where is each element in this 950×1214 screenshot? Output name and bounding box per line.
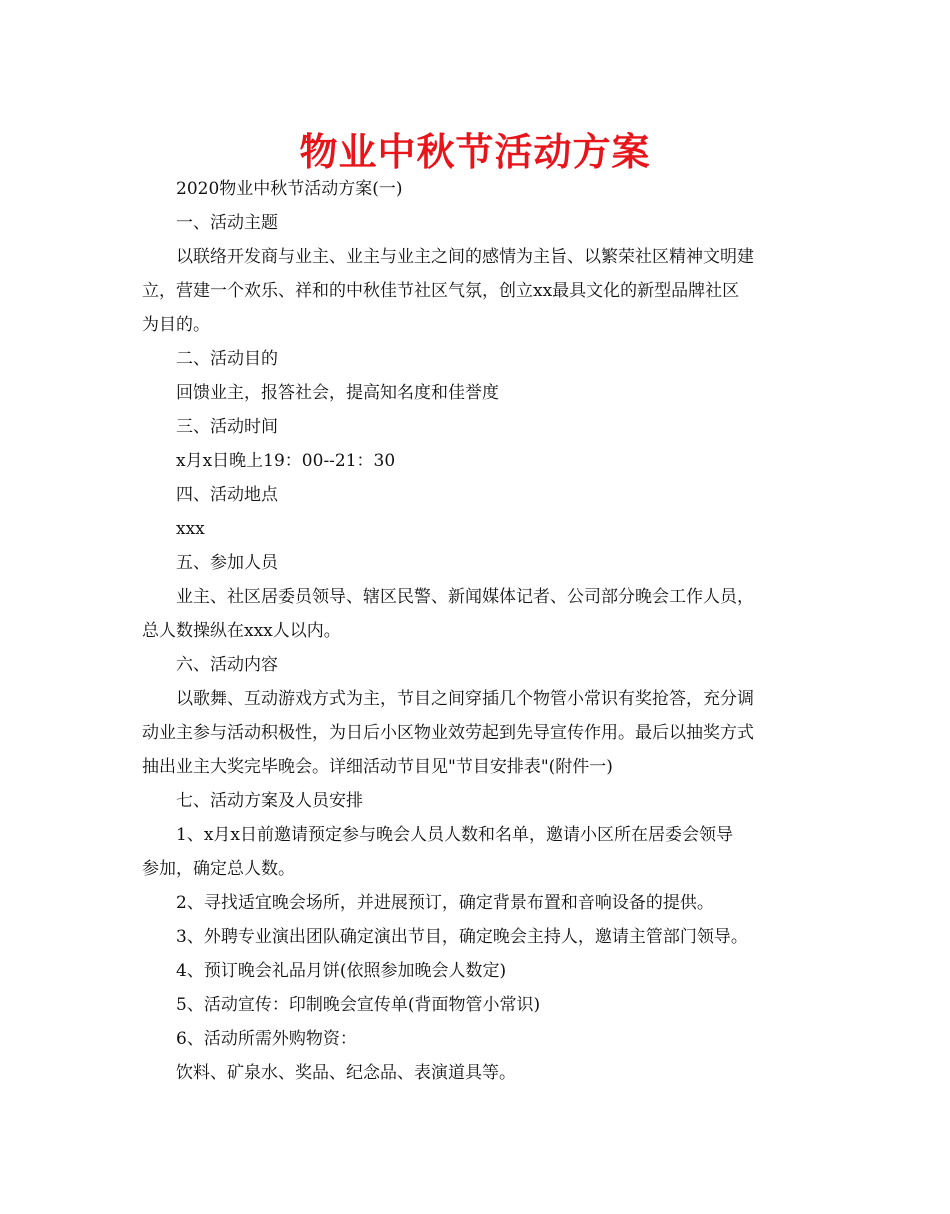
section-heading-theme: 一、活动主题: [176, 213, 278, 233]
text-line: 2、寻找适宜晚会场所，并进展预订，确定背景布置和音响设备的提供。: [176, 893, 714, 913]
text-line: 5、活动宣传：印制晚会宣传单(背面物管小常识): [176, 995, 541, 1015]
text-line: 1、x月x日前邀请预定参与晚会人员人数和名单，邀请小区所在居委会领导: [176, 825, 733, 845]
document-title: 物业中秋节活动方案: [299, 130, 651, 174]
text-line: 动业主参与活动积极性，为日后小区物业效劳起到先导宣传作用。最后以抽奖方式: [142, 723, 754, 743]
section-heading-arrangement: 七、活动方案及人员安排: [176, 791, 363, 811]
section-heading-participants: 五、参加人员: [176, 553, 278, 573]
text-line: 饮料、矿泉水、奖品、纪念品、表演道具等。: [176, 1063, 516, 1083]
text-line: 总人数操纵在xxx人以内。: [142, 621, 341, 641]
text-line: x月x日晚上19：00--21：30: [176, 451, 396, 471]
text-line: 2020物业中秋节活动方案(一): [176, 179, 403, 199]
text-line: 回馈业主，报答社会，提高知名度和佳誉度: [176, 383, 499, 403]
text-line: 业主、社区居委员领导、辖区民警、新闻媒体记者、公司部分晚会工作人员，: [176, 587, 754, 607]
section-heading-time: 三、活动时间: [176, 417, 278, 437]
document-body: [142, 172, 810, 1090]
section-heading-location: 四、活动地点: [176, 485, 278, 505]
text-line: 抽出业主大奖完毕晚会。详细活动节目见"节目安排表"(附件一): [142, 757, 613, 777]
text-line: 4、预订晚会礼品月饼(依照参加晚会人数定): [176, 961, 507, 981]
text-line: xxx: [176, 519, 205, 539]
text-line: 以联络开发商与业主、业主与业主之间的感情为主旨、以繁荣社区精神文明建: [176, 247, 754, 267]
text-line: 3、外聘专业演出团队确定演出节目，确定晚会主持人，邀请主管部门领导。: [176, 927, 748, 947]
text-line: 6、活动所需外购物资：: [176, 1029, 357, 1049]
text-line: 参加，确定总人数。: [142, 859, 295, 879]
text-line: 以歌舞、互动游戏方式为主，节目之间穿插几个物管小常识有奖抢答，充分调: [176, 689, 754, 709]
text-line: 为目的。: [142, 315, 210, 335]
section-heading-content: 六、活动内容: [176, 655, 278, 675]
section-heading-purpose: 二、活动目的: [176, 349, 278, 369]
text-line: 立，营建一个欢乐、祥和的中秋佳节社区气氛，创立xx最具文化的新型品牌社区: [142, 281, 740, 301]
